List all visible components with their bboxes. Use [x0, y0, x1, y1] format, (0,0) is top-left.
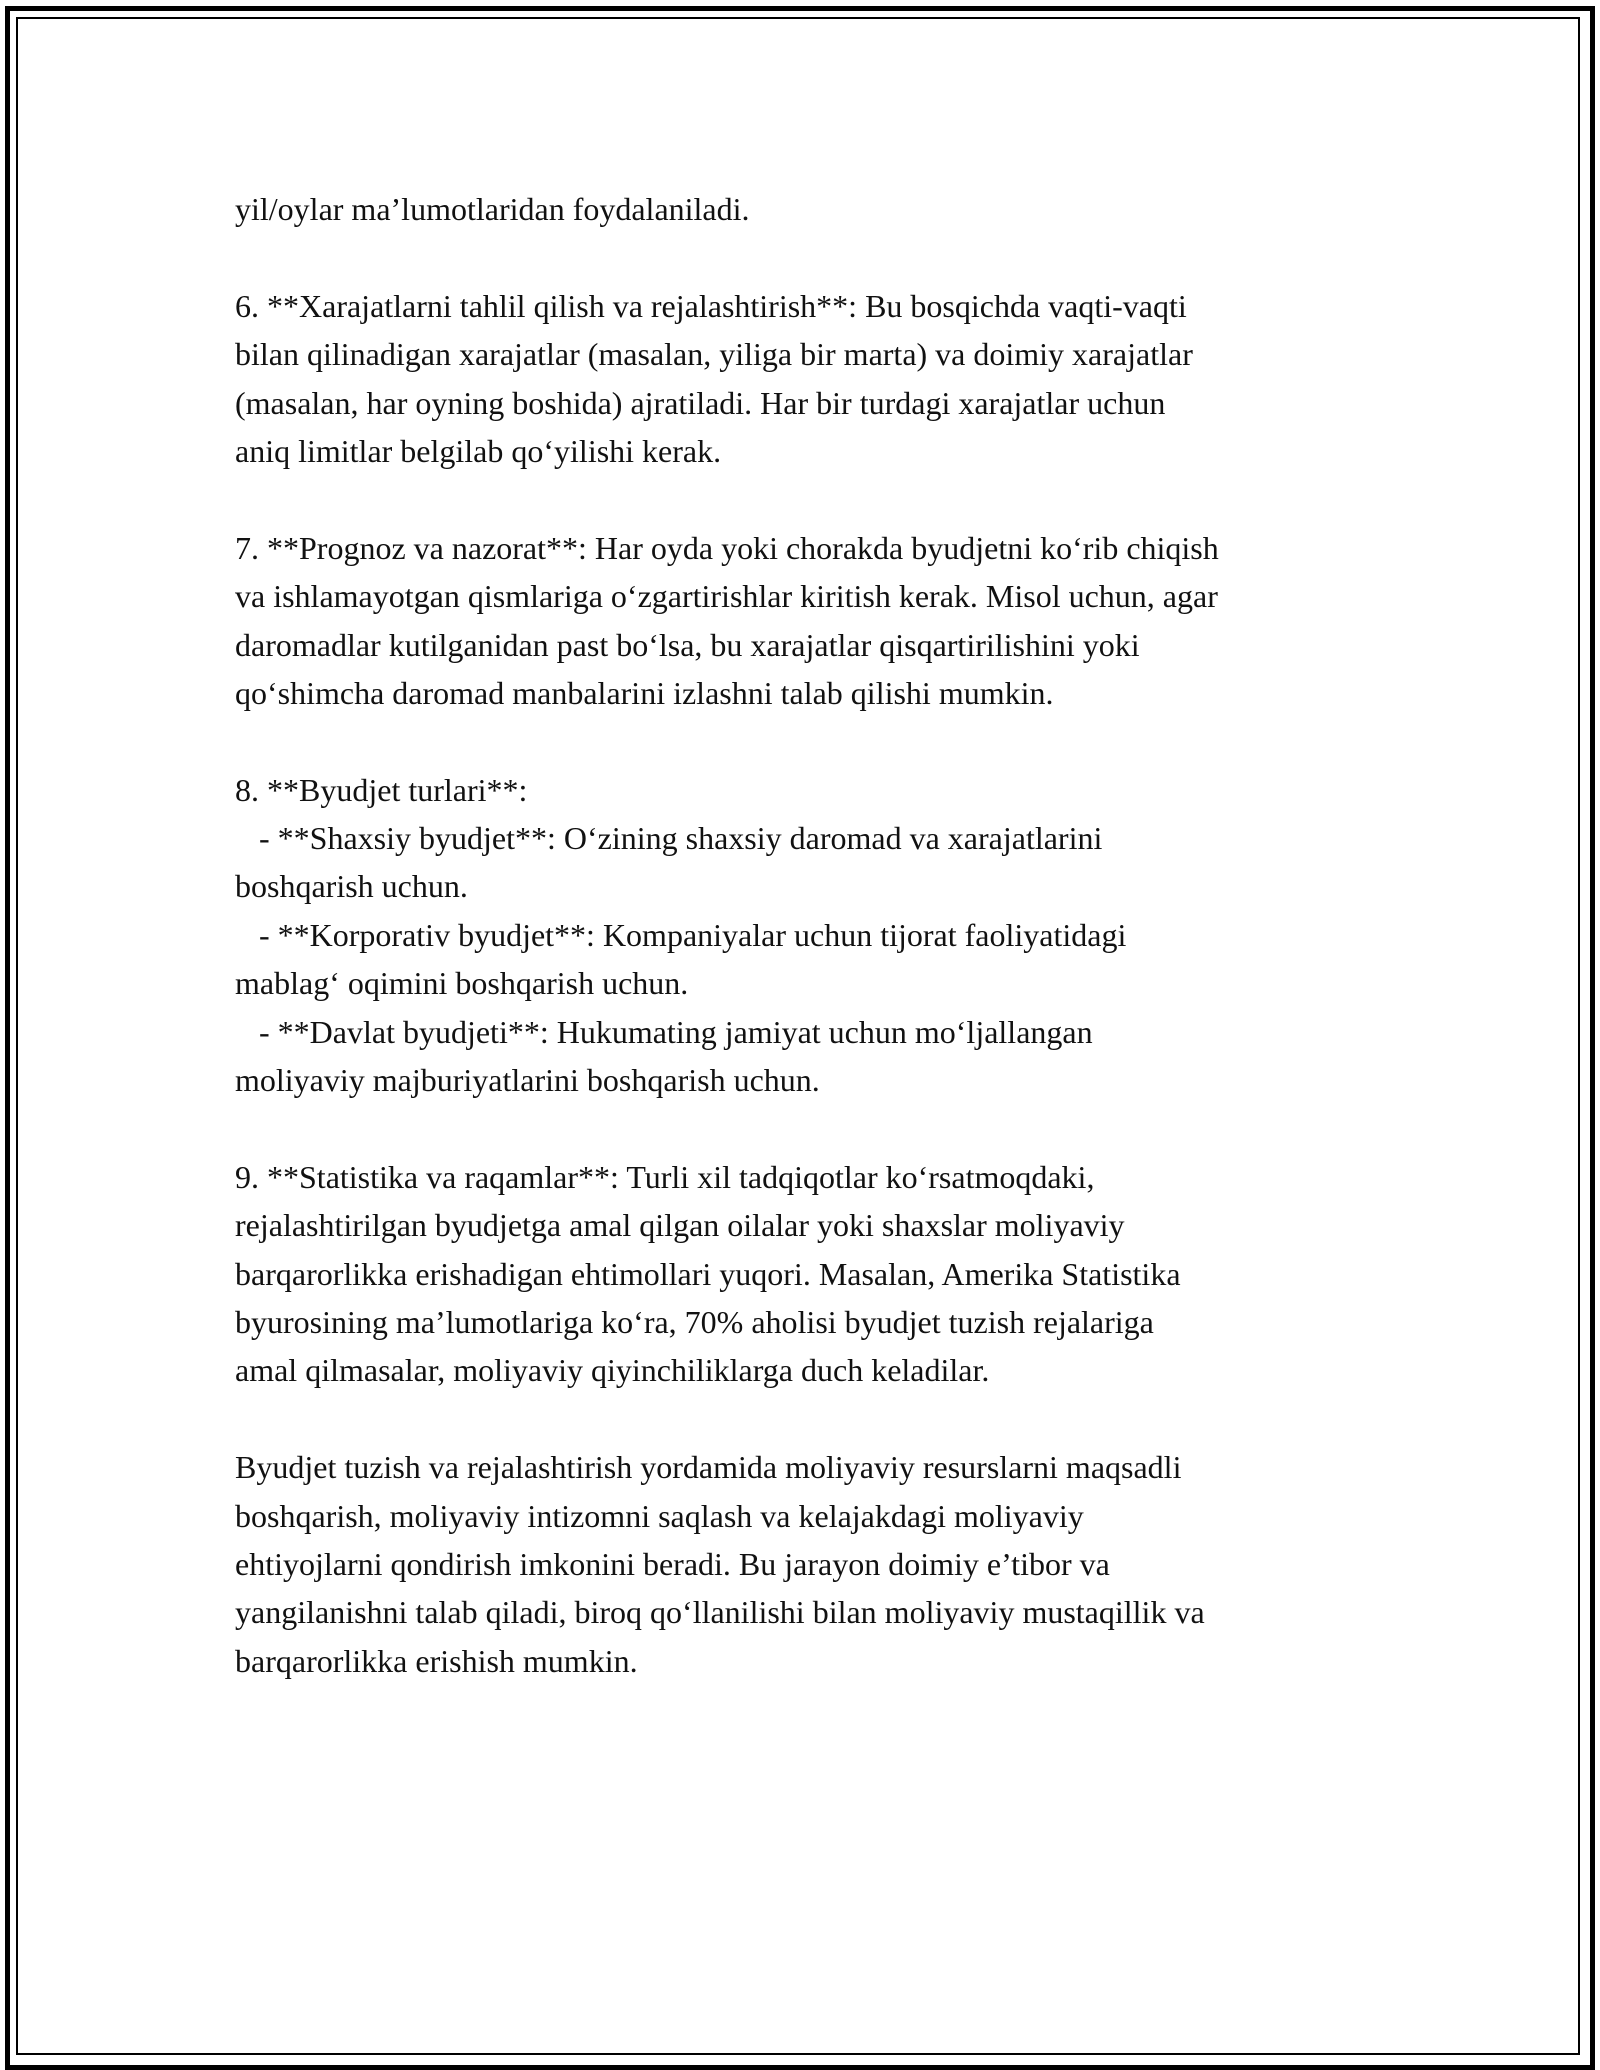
text-line: aniq limitlar belgilab qo‘yilishi kerak. [235, 432, 722, 469]
blank-line [235, 1104, 1385, 1152]
text-line: mablag‘ oqimini boshqarish uchun. [235, 965, 689, 1002]
blank-line [235, 233, 1385, 281]
text-line: amal qilmasalar, moliyaviy qiyinchiliklarga duch keladilar. [235, 1352, 990, 1389]
text-line: ehtiyojlarni qondirish imkonini beradi. Bu jarayon doimiy e’tibor va [235, 1545, 1110, 1582]
blank-line [235, 717, 1385, 765]
text-line: va ishlamayotgan qismlariga o‘zgartirishlar kiritish kerak. Misol uchun, agar [235, 578, 1218, 615]
text-line: boshqarish uchun. [235, 868, 468, 905]
text-line: - **Shaxsiy byudjet**: O‘zining shaxsiy daromad va xarajatlarini [235, 820, 1103, 857]
document-body [235, 185, 1385, 1685]
text-line: barqarorlikka erishish mumkin. [235, 1642, 638, 1679]
text-line: rejalashtirilgan byudjetga amal qilgan oilalar yoki shaxslar moliyaviy [235, 1207, 1125, 1244]
text-line: yangilanishni talab qiladi, biroq qo‘llanilishi bilan moliyaviy mustaqillik va [235, 1594, 1205, 1631]
text-line: qo‘shimcha daromad manbalarini izlashni talab qilishi mumkin. [235, 674, 1054, 711]
text-line: - **Korporativ byudjet**: Kompaniyalar uchun tijorat faoliyatidagi [235, 916, 1127, 953]
text-line: bilan qilinadigan xarajatlar (masalan, yiliga bir marta) va doimiy xarajatlar [235, 336, 1193, 373]
text-line: 7. **Prognoz va nazorat**: Har oyda yoki chorakda byudjetni ko‘rib chiqish [235, 529, 1219, 566]
text-line: byurosining ma’lumotlariga ko‘ra, 70% aholisi byudjet tuzish rejalariga [235, 1303, 1154, 1340]
text-line: yil/oylar ma’lumotlaridan foydalaniladi. [235, 191, 750, 227]
text-line: daromadlar kutilganidan past bo‘lsa, bu xarajatlar qisqartirilishini yoki [235, 626, 1140, 663]
text-line: barqarorlikka erishadigan ehtimollari yuqori. Masalan, Amerika Statistika [235, 1255, 1181, 1292]
text-line: 8. **Byudjet turlari**: [235, 771, 528, 808]
blank-line [235, 1395, 1385, 1443]
text-line: (masalan, har oyning boshida) ajratiladi. Har bir turdagi xarajatlar uchun [235, 384, 1166, 421]
blank-line [235, 475, 1385, 523]
text-line: Byudjet tuzish va rejalashtirish yordamida moliyaviy resurslarni maqsadli [235, 1449, 1182, 1486]
text-line: - **Davlat byudjeti**: Hukumating jamiyat uchun mo‘ljallangan [235, 1013, 1093, 1050]
text-line: 6. **Xarajatlarni tahlil qilish va rejalashtirish**: Bu bosqichda vaqti-vaqti [235, 287, 1187, 324]
text-line: boshqarish, moliyaviy intizomni saqlash va kelajakdagi moliyaviy [235, 1497, 1084, 1534]
text-line: moliyaviy majburiyatlarini boshqarish uchun. [235, 1062, 820, 1099]
text-line: 9. **Statistika va raqamlar**: Turli xil tadqiqotlar ko‘rsatmoqdaki, [235, 1158, 1095, 1195]
